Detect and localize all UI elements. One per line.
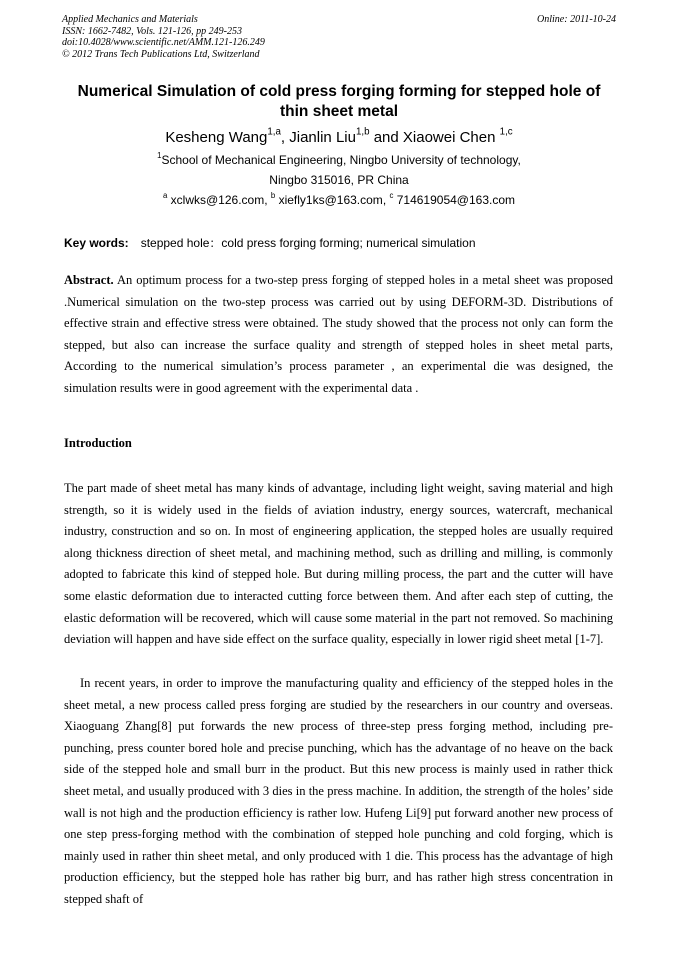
journal-header: [62, 14, 616, 60]
email-superscript: b: [270, 191, 276, 201]
author-superscript: 1,b: [355, 126, 370, 138]
paper-title: Numerical Simulation of cold press forging forming for stepped hole of thin sheet metal: [77, 83, 601, 120]
author-name: Jianlin Liu: [289, 129, 356, 146]
email-separator: ,: [264, 193, 271, 207]
email-address[interactable]: xclwks@126.com: [170, 193, 265, 207]
affiliation-line-2: Ningbo 315016, PR China: [269, 173, 409, 187]
author-name: Xiaowei Chen: [402, 129, 496, 146]
email-separator: ,: [382, 193, 390, 207]
journal-name: Applied Mechanics and Materials: [62, 14, 198, 25]
journal-copyright: © 2012 Trans Tech Publications Ltd, Switzerland: [62, 48, 260, 60]
author-separator: ,: [280, 129, 290, 146]
author-separator: and: [369, 129, 403, 146]
online-date: Online: 2011-10-24: [537, 14, 616, 25]
email-address[interactable]: xiefly1ks@163.com: [278, 193, 383, 207]
email-address[interactable]: 714619054@163.com: [396, 193, 516, 207]
affiliation-text: School of Mechanical Engineering, Ningbo University of technology,: [161, 153, 521, 167]
keywords-text: stepped hole：cold press forging forming; numerical simulation: [140, 236, 476, 250]
email-line: [62, 192, 616, 208]
author-superscript: 1,a: [267, 126, 281, 138]
email-superscript: a: [162, 191, 168, 201]
intro-paragraph-1: The part made of sheet metal has many kinds of advantage, including light weight, saving material and high strength, so it is widely used in the fields of aviation industry, energy sources, watercraft, mechanical industry, construction and so on. In most of engineering application, the stepped holes are usually required along thickness direction of sheet metal, and machining method, such as drilling and milling, is commonly adopted to fabricate this kind of stepped hole. But during milling process, the part and the cutter will have some elastic deformation due to interacted cutting force between them. And after each step of cutting, the elastic deformation will be recovered, which will cause some material in the part not removed. So machining deviation will happen and have side effect on the surface quality, especially in lower rigid sheet metal [1-7].: [64, 481, 613, 647]
abstract-label: Abstract.: [64, 273, 114, 287]
author-name: Kesheng Wang: [165, 129, 268, 146]
affiliation-superscript: 1: [157, 151, 162, 161]
section-heading-introduction: Introduction: [64, 436, 132, 450]
journal-issn: ISSN: 1662-7482, Vols. 121-126, pp 249-253: [62, 25, 242, 37]
email-superscript: c: [389, 191, 394, 201]
abstract-text: An optimum process for a two-step press forging of stepped holes in a metal sheet was proposed .Numerical simulation on the two-step process was carried out by using DEFORM-3D. Distributions of effective strain and effective stress were obtained. The study showed that the process not only can form the stepped, but also can increase the surface quality and strength of stepped holes in sheet metal parts, According to the numerical simulation’s process parameter , an experimental die was designed, the simulation results were in good agreement with the experimental data .: [64, 273, 613, 395]
author-superscript: 1,c: [499, 126, 513, 138]
intro-paragraph-2: In recent years, in order to improve the manufacturing quality and efficiency of the stepped holes in the sheet metal, a new process called press forging are studied by the researchers in our country and overseas. Xiaoguang Zhang[8] put forwards the new process of three-step press forging method, including pre-punching, press counter bored hole and precise punching, which has the advantage of no heave on the back side of the stepped hole and small burr in the product. But this new process is mainly used in rather thick sheet metal, and usually produced with 3 dies in the press machine. In addition, the strength of the holes’ side wall is not high and the production efficiency is rather low. Hufeng Li[9] put forward another new process of one step press-forging method with the combination of stepped hole punching and cold forging, which is mainly used in rather thin sheet metal, and only produced with 1 die. This process has the advantage of high production efficiency, but the stepped hole has rather big burr, and has rather high stress concentration in stepped shaft of: [64, 676, 613, 906]
keywords: [64, 234, 618, 251]
journal-doi: doi:10.4028/www.scientific.net/AMM.121-126.249: [62, 37, 265, 48]
author-list: [62, 128, 616, 148]
affiliation-line-1: [62, 152, 616, 168]
keywords-label: Key words:: [64, 236, 129, 250]
abstract: [64, 270, 613, 400]
